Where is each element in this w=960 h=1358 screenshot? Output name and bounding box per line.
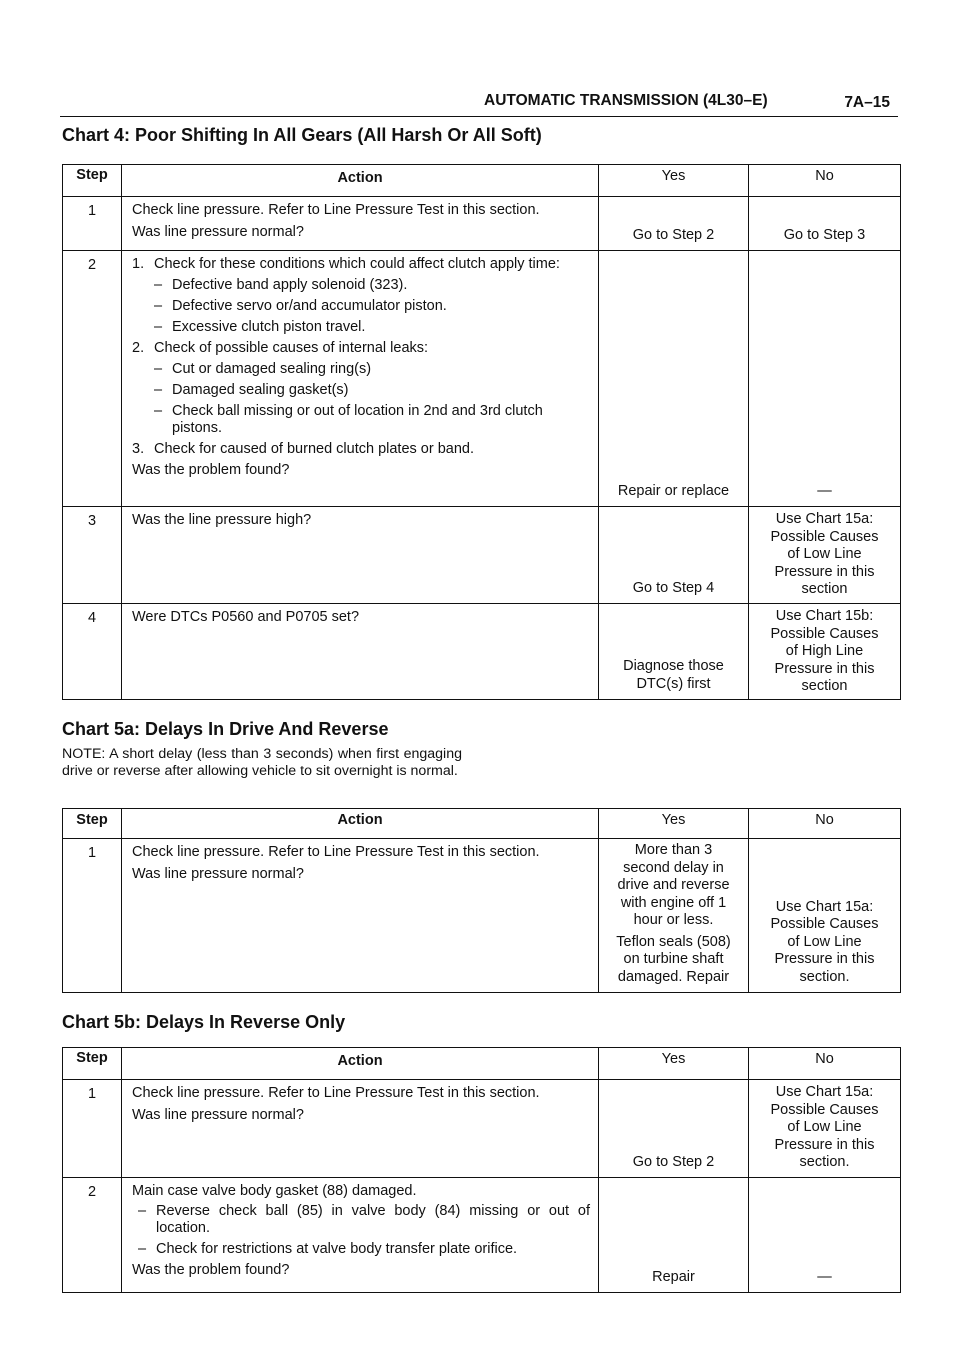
yes-cell (599, 197, 749, 251)
no-line: Pressure in this (774, 660, 875, 677)
col-yes: Yes (599, 1048, 749, 1080)
action-cell (122, 507, 599, 604)
chart5a-table (62, 808, 901, 993)
table-header-row (63, 165, 901, 197)
dash-item: – Damaged sealing gasket(s) (154, 382, 349, 398)
step-number: 1 (63, 197, 122, 251)
col-no: No (749, 1048, 901, 1080)
table-row (63, 1080, 901, 1178)
yes-cell (599, 251, 749, 507)
step-number: 4 (63, 604, 122, 700)
action-text: Check line pressure. Refer to Line Pressure Test in this section. (132, 844, 540, 860)
no-text: — (817, 1268, 832, 1285)
action-text: Check line pressure. Refer to Line Pressure Test in this section. (132, 202, 540, 218)
col-no: No (749, 165, 901, 197)
step-number: 2 (63, 251, 122, 507)
col-step: Step (63, 165, 122, 197)
col-action: Action (122, 165, 599, 197)
yes-text: Repair (652, 1268, 695, 1285)
no-line: Pressure in this (774, 563, 875, 580)
table-header-row (63, 809, 901, 839)
no-text: Use Chart 15a: Possible Causes of Low Line Pressure in this section. (770, 898, 879, 985)
no-cell (749, 604, 901, 700)
yes-cell (599, 604, 749, 700)
action-cell (122, 197, 599, 251)
dash-item: – Reverse check ball (85) in valve body (84) missing or out of location. (138, 1203, 590, 1236)
col-step: Step (63, 809, 122, 839)
question-text: Was the line pressure high? (132, 512, 312, 528)
no-line: section (801, 678, 848, 694)
no-line: section (801, 581, 848, 597)
no-line: Use Chart 15a: (775, 511, 874, 527)
no-text: Go to Step 3 (783, 226, 866, 243)
dash-item: – Check ball missing or out of location in 2nd and 3rd clutch pistons. (154, 403, 543, 436)
dash-item: – Excessive clutch piston travel. (154, 319, 366, 335)
numbered-item: 1. Check for these conditions which could affect clutch apply time: (132, 256, 560, 272)
no-text: — (817, 482, 832, 499)
yes-text: Go to Step 2 (632, 226, 715, 243)
numbered-item: 2. Check of possible causes of internal leaks: (132, 340, 429, 356)
no-cell: Use Chart 15a: Possible Causes of Low Line Pressure in this section. (749, 1080, 901, 1178)
table-row (63, 839, 901, 993)
col-no: No (749, 809, 901, 839)
col-step: Step (63, 1048, 122, 1080)
question-text: Were DTCs P0560 and P0705 set? (132, 609, 360, 625)
no-cell (749, 839, 901, 993)
step-number: 2 (63, 1178, 122, 1293)
no-line: of High Line (785, 643, 864, 659)
yes-text: Repair or replace (617, 482, 730, 499)
table-row (63, 197, 901, 251)
yes-text: Diagnose those DTC(s) first (623, 658, 724, 692)
action-cell (122, 251, 599, 507)
no-line: Possible Causes (770, 528, 879, 545)
yes-text: Go to Step 2 (632, 1153, 715, 1170)
question-text: Was the problem found? (132, 462, 290, 478)
no-cell (749, 507, 901, 604)
no-cell (749, 1178, 901, 1293)
no-line: Possible Causes (770, 625, 879, 642)
no-cell (749, 251, 901, 507)
chart5b-title: Chart 5b: Delays In Reverse Only (62, 1012, 346, 1032)
chart5b-table (62, 1047, 901, 1293)
dash-item: – Check for restrictions at valve body transfer plate orifice. (138, 1241, 518, 1257)
table-row (63, 1178, 901, 1293)
question-text: Was line pressure normal? (132, 224, 304, 240)
action-cell (122, 839, 599, 993)
page-header (60, 88, 898, 117)
question-text: Was line pressure normal? (132, 1107, 304, 1123)
action-cell (122, 604, 599, 700)
col-yes: Yes (599, 165, 749, 197)
table-row (63, 604, 901, 700)
no-line: Use Chart 15b: (775, 608, 874, 624)
action-text: Main case valve body gasket (88) damaged. (132, 1183, 417, 1199)
col-yes: Yes (599, 809, 749, 839)
action-text: Check line pressure. Refer to Line Pressure Test in this section. (132, 1085, 540, 1101)
dash-item: – Defective servo or/and accumulator piston. (154, 298, 447, 314)
question-text: Was line pressure normal? (132, 866, 304, 882)
yes-cell: More than 3 second delay in drive and reverse with engine off 1 hour or less. Teflon seals (508) on turbine shaft damaged. Repair (599, 839, 749, 993)
no-line: of Low Line (787, 546, 862, 562)
note-text: NOTE: A short delay (less than 3 seconds) when first engaging drive or reverse after allowing vehicle to sit overnight is normal. (62, 746, 462, 779)
yes-cell (599, 1178, 749, 1293)
table-row (63, 507, 901, 604)
action-cell (122, 1178, 599, 1293)
chart5a-title: Chart 5a: Delays In Drive And Reverse (62, 719, 389, 739)
chart4-title: Chart 4: Poor Shifting In All Gears (All Harsh Or All Soft) (62, 125, 542, 145)
col-action: Action (122, 1048, 599, 1080)
step-number: 1 (63, 839, 122, 993)
question-text: Was the problem found? (132, 1262, 290, 1278)
header-title: AUTOMATIC TRANSMISSION (4L30–E) (484, 92, 768, 109)
step-number: 3 (63, 507, 122, 604)
yes-text: Go to Step 4 (632, 579, 715, 596)
table-row (63, 251, 901, 507)
col-action: Action (122, 809, 599, 839)
numbered-item: 3. Check for caused of burned clutch plates or band. (132, 441, 474, 457)
yes-cell (599, 507, 749, 604)
page-number: 7A–15 (844, 94, 890, 111)
table-header-row (63, 1048, 901, 1080)
no-cell (749, 197, 901, 251)
chart4-table (62, 164, 901, 700)
dash-item: – Defective band apply solenoid (323). (154, 277, 408, 293)
dash-item: – Cut or damaged sealing ring(s) (154, 361, 372, 377)
step-number: 1 (63, 1080, 122, 1178)
yes-cell (599, 1080, 749, 1178)
action-cell (122, 1080, 599, 1178)
